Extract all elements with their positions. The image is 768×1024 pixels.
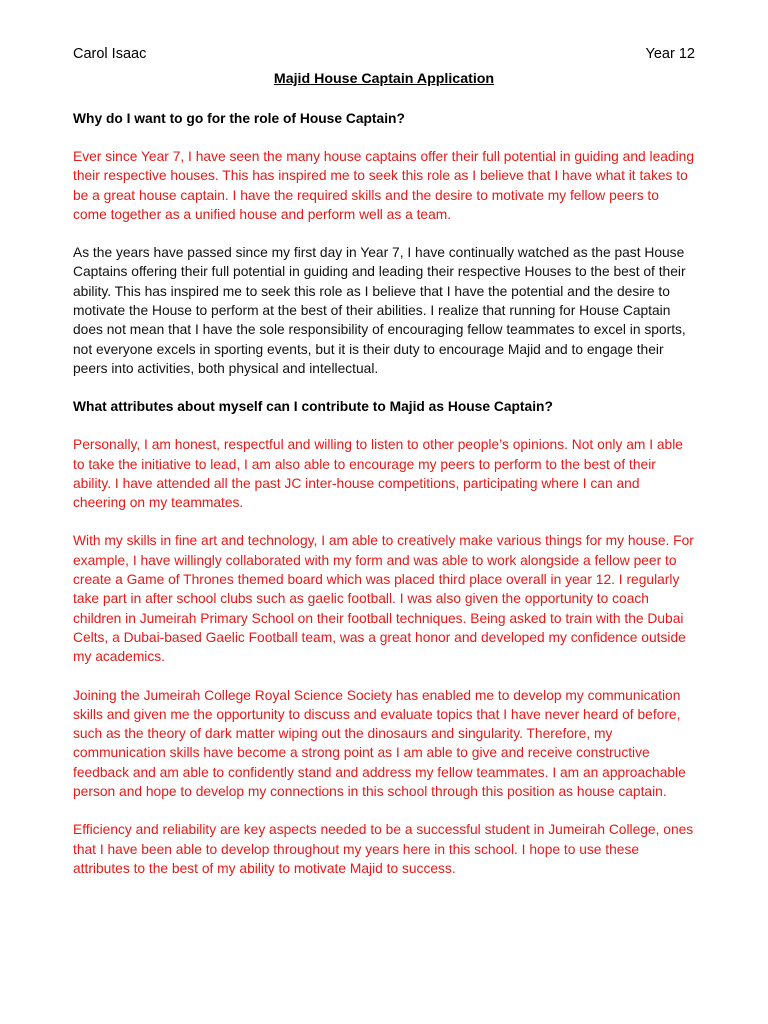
question-heading: Why do I want to go for the role of House Captain? (73, 111, 405, 126)
answer-paragraph: Efficiency and reliability are key aspects needed to be a successful student in Jumeirah College, ones that I have been able to develop throughout my years here in this school. I hope to use these attributes to the best of my ability to motivate Majid to success. (73, 822, 694, 876)
author-name: Carol Isaac (73, 46, 147, 62)
answer-paragraph: Ever since Year 7, I have seen the many house captains offer their full potential in guiding and leading their respective houses. This has inspired me to seek this role as I believe that I have what it takes to be a great house captain. I have the required skills and the desire to motivate my fellow peers to come together as a unified house and perform well as a team. (73, 149, 695, 222)
answer-paragraph: As the years have passed since my first day in Year 7, I have continually watched as the past House Captains offering their full potential in guiding and leading their respective Houses to the best of their ability. This has inspired me to seek this role as I believe that I have the potential and the desire to motivate the House to perform at the best of their abilities. I realize that running for House Captain does not mean that I have the sole responsibility of encouraging fellow teammates to excel in sports, not everyone excels in sporting events, but it is their duty to encourage Majid and to engage their peers into activities, both physical and intellectual. (73, 245, 686, 376)
answer-paragraph: Joining the Jumeirah College Royal Science Society has enabled me to develop my communication skills and given me the opportunity to discuss and evaluate topics that I have never heard of before, such as the theory of dark matter wiping out the dinosaurs and singularity. Therefore, my communication skills have become a strong point as I am able to give and receive constructive feedback and am able to confidently stand and address my fellow teammates. I am an approachable person and hope to develop my connections in this school through this position as house captain. (73, 687, 686, 800)
page-header (73, 44, 695, 64)
answer-paragraph: With my skills in fine art and technology, I am able to creatively make various things for my house. For example, I have willingly collaborated with my form and was able to work alongside a fellow peer to create a Game of Thrones themed board which was placed third place overall in year 12. I regularly take part in after school clubs such as gaelic football. I was also given the opportunity to coach children in Jumeirah Primary School on their football techniques. Being asked to train with the Dubai Celts, a Dubai-based Gaelic Football team, was a great honor and developed my confidence outside my academics. (73, 533, 694, 665)
document-page (73, 44, 695, 897)
year-label: Year 12 (645, 46, 695, 62)
answer-paragraph: Personally, I am honest, respectful and willing to listen to other people’s opinions. Not only am I able to take the initiative to lead, I am also able to encourage my peers to perform to the best of their ability. I have attended all the past JC inter-house competitions, participating where I can and cheering on my teammates. (73, 437, 683, 511)
document-title: Majid House Captain Application (273, 71, 495, 87)
question-heading: What attributes about myself can I contribute to Majid as House Captain? (73, 399, 553, 415)
